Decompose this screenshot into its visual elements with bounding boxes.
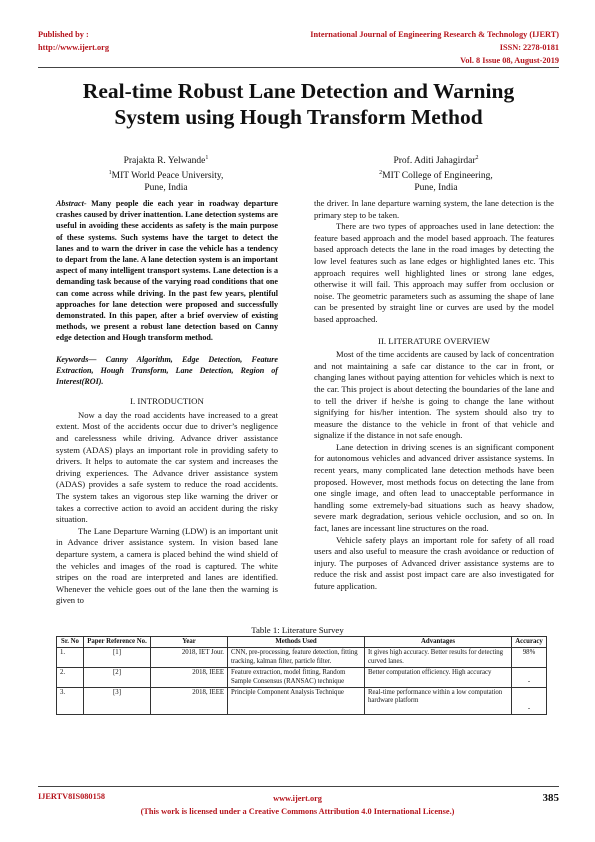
section-heading-literature: II. LITERATURE OVERVIEW [378,335,490,346]
header-left [38,28,109,54]
paper-title: Real-time Robust Lane Detection and Warning System using Hough Transform Method [82,79,515,129]
author-location: Pune, India [414,183,458,194]
right-column [314,198,554,593]
table-header-row [57,637,547,648]
cell-sr: 3. [57,688,84,715]
issn: ISSN: 2278-0181 [499,43,559,52]
cell-advantages: Better computation efficiency. High accuracy [365,668,512,688]
section-heading-introduction: I. INTRODUCTION [130,396,204,407]
literature-survey-table [56,636,547,715]
volume-issue: Vol. 8 Issue 08, August-2019 [460,56,559,65]
table-caption: Table 1: Literature Survey [251,625,344,635]
header-divider [38,67,559,68]
cell-methods: Feature extraction, model fitting, Random Sample Consensus (RANSAC) technique [228,668,365,688]
cell-accuracy: 98% [512,648,547,668]
cell-year: 2018, IET Jour. [151,648,228,668]
cell-advantages: It gives high accuracy. Better results for detecting curved lanes. [365,648,512,668]
col-header: Paper Reference No. [84,637,151,648]
intro-paragraph-3: There are two types of approaches used in lane detection: the feature based approach and the model based approach. The features based approach detects the lane in the road images by detecting the low level features such as lane edges or highlighted lanes etc. This approach requires well highlighted lines or strong lane edges, otherwise it will fail. This approach may suffer from occlusion or noise. The geometric parameters such as assuming the shape of lane can be presented by straight line or curves are used by the model based approached. [314,221,554,324]
author-block-2: Prof. Aditi Jahagirdar$^2$ $^2$MIT College of Engineering, Pune, India [336,152,536,194]
col-header: Year [151,637,228,648]
table-row [57,648,547,668]
cell-ref: [2] [84,668,151,688]
author-affiliation: MIT College of Engineering, [382,171,493,182]
literature-paragraph-3: Vehicle safety plays an important role for safety of all road users and also useful to measure the crash avoidance or reduction of injury. The purposes of Advanced driver assistance systems are to reduce the risk and assist post impact care are also investigated for future application. [314,534,554,591]
paper-id: IJERTV8IS080158 [38,792,106,801]
cell-sr: 1. [57,648,84,668]
cell-ref: [1] [84,648,151,668]
cell-accuracy: - [512,688,547,715]
license-note: (This work is licensed under a Creative Commons Attribution 4.0 International License.) [140,807,455,816]
left-column [56,198,278,607]
cell-ref: [3] [84,688,151,715]
publisher-label: Published by : [38,30,89,39]
cell-sr: 2. [57,668,84,688]
cell-accuracy: - [512,668,547,688]
col-header: Advantages [365,637,512,648]
author-name: Prajakta R. Yelwande [123,156,206,167]
journal-url-link[interactable]: http://www.ijert.org [38,43,109,52]
literature-paragraph-1: Most of the time accidents are caused by lack of concentration and not maintaining a safe car distance to the car in front, or changing lanes without paying attention for vehicles which is next to the car. This project is about detecting the boundaries of the lane and to tell the driver if he/she is going to change the lane without signifying for his/her intention. The system should also try to measure the distance to the vehicle in front of that vehicle and signalize if the distance in not safe enough. [314,349,554,441]
cell-methods: CNN, pre-processing, feature detection, fitting tracking, kalman filter, particle filter. [228,648,365,668]
intro-paragraph-1: Now a day the road accidents have increased to a great extent. Most of the accidents occur due to driver’s negligence and carelessness while driving. Advance driver assistance system (ADAS) plays an important role in providing safety to drivers. It helps to automate the car system and increases the driving experiences. The Advance driver assistance system (ADAS) provides a safe system to reduce the road accidents. The system takes an vigorous step like warning the driver or takes a corrective action to avoid an accident during the risky situation. [56,409,278,525]
table-row [57,688,547,715]
author-block-1: Prajakta R. Yelwande$^1$ $^1$MIT World Peace University, Pune, India [66,152,266,194]
footer-center [0,792,595,818]
footer-divider [38,786,559,787]
header-right [310,28,559,67]
author-location: Pune, India [144,183,188,194]
col-header: Accuracy [512,637,547,648]
literature-paragraph-2: Lane detection in driving scenes is an significant component for autonomous vehicles and advanced driver assistance systems. In recent years, many complicated lane detection methods have been proposed. However, most methods focus on detecting the lane from one single image, and often lead to unacceptable performance in handling some extremely-bad situations such as heavy shadow, severe mark degradation, serious vehicle occlusion, and so on. In fact, lanes are incessant line structures on the road. [314,441,554,534]
intro-continuation: the driver. In lane departure warning system, the lane detection is the primary step to be taken. [314,198,554,220]
abstract: Abstract- Many people die each year in roadway departure crashes caused by driver inattention. Lane detection systems are useful in avoiding these accidents as safety is the main purpose of these systems. Such systems have the target to detect the lanes and to warn the driver in case the vehicle has a tendency to depart from the lane. A lane detection system is an important aspect of many intelligent transport systems. Lane detection is a demanding task because of the varying road conditions that one can come across while driving. In the past few years, plentiful approaches for lane detection were proposed and successfully demonstrated. In this paper, after a brief overview of existing methods, we present a robust lane detection based on Canny edge detection and Hough transform method. [56,199,278,343]
cell-year: 2018, IEEE [151,668,228,688]
author-affiliation: MIT World Peace University, [111,171,224,182]
page-number: 385 [542,792,559,804]
intro-paragraph-2: The Lane Departure Warning (LDW) is an important unit in Advance driver assistance system. In vision based lane departure system, a camera is placed behind the wind shield of the vehicles and images of the road is captured. The white stripes on the road are interpreted and lanes are identified. Whenever the vehicle goes out of the lane then the warning is given to [56,525,278,606]
cell-methods: Principle Component Analysis Technique [228,688,365,715]
journal-name: International Journal of Engineering Research & Technology (IJERT) [310,30,559,39]
keywords: Keywords— Canny Algorithm, Edge Detection, Feature Extraction, Hough Transform, Lane Detection, Region of Interest(ROI). [56,354,278,387]
footer-url-link[interactable]: www.ijert.org [273,794,322,803]
col-header: Sr. No [57,637,84,648]
cell-advantages: Real-time performance within a low computation hardware platform [365,688,512,715]
cell-year: 2018, IEEE [151,688,228,715]
col-header: Methods Used [228,637,365,648]
author-name: Prof. Aditi Jahagirdar [393,156,476,167]
table-row [57,668,547,688]
